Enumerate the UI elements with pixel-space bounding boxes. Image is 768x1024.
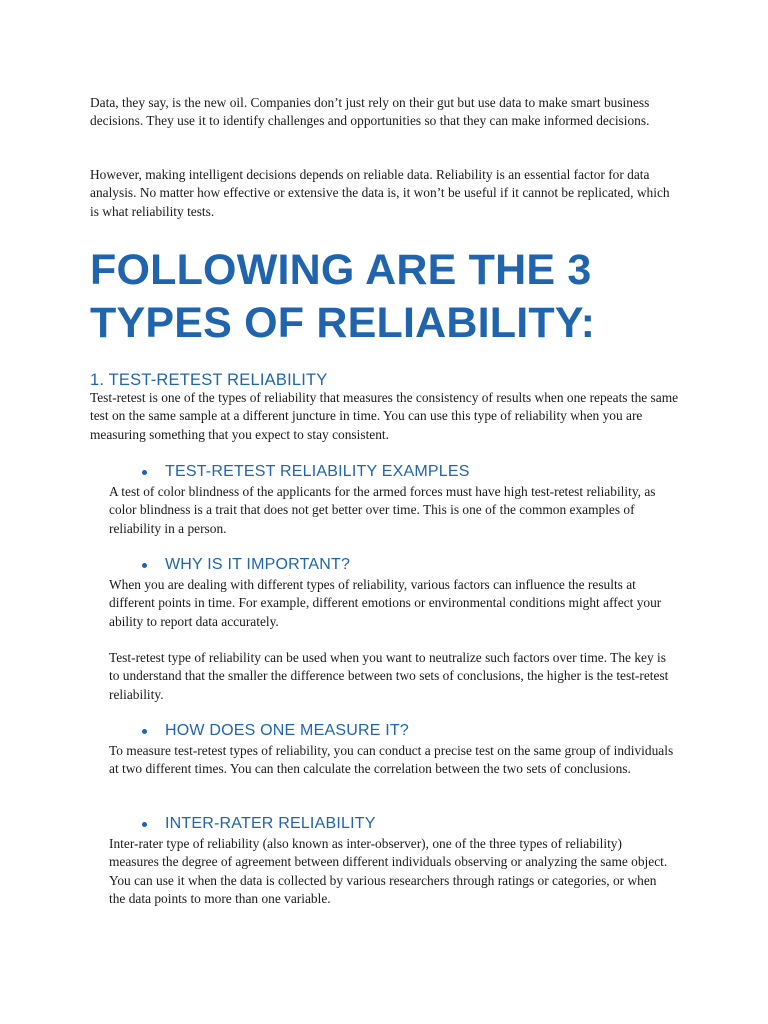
section-paragraph-test-retest: Test-retest is one of the types of reliability that measures the consistency of results when one repeats the same test on the same sample at a different juncture in time. You can use this type of reliability when you are measuring something that you expect to stay consistent. bbox=[90, 390, 679, 442]
subsection-heading: HOW DOES ONE MEASURE IT? bbox=[165, 722, 409, 739]
subsection-heading: TEST-RETEST RELIABILITY EXAMPLES bbox=[165, 463, 470, 480]
subsection-paragraph: A test of color blindness of the applicants for the armed forces must have high test-retest reliability, as color blindness is a trait that does not get better over time. This is one of the common examples of reliability in a person. bbox=[109, 484, 656, 536]
bullet-heading-measure bbox=[143, 721, 409, 741]
bullet-icon bbox=[142, 563, 147, 568]
subsection-paragraph: Inter-rater type of reliability (also known as inter-observer), one of the three types of reliability) measures the degree of agreement between different individuals observing or analyzing the same object. You can use it when the data is collected by various researchers through ratings or categories, or when the data points to more than one variable. bbox=[109, 836, 668, 906]
bullet-icon bbox=[142, 822, 147, 827]
bullet-heading-importance bbox=[143, 555, 350, 575]
intro-paragraph-2: However, making intelligent decisions depends on reliable data. Reliability is an essential factor for data analysis. No matter how effective or extensive the data is, it won’t be useful if it cannot be replicated, which is what reliability tests. bbox=[90, 167, 670, 219]
bullet-heading-examples bbox=[143, 462, 470, 482]
subsection-paragraph: To measure test-retest types of reliability, you can conduct a precise test on the same group of individuals at two different times. You can then calculate the correlation between the two sets of conclusions. bbox=[109, 743, 674, 777]
subsection-heading: INTER-RATER RELIABILITY bbox=[165, 815, 376, 832]
main-heading: FOLLOWING ARE THE 3 TYPES OF RELIABILITY: bbox=[90, 246, 596, 347]
section-heading-test-retest: 1. TEST-RETEST RELIABILITY bbox=[90, 371, 328, 389]
intro-paragraph-1: Data, they say, is the new oil. Companies don’t just rely on their gut but use data to make smart business decisions. They use it to identify challenges and opportunities so that they can make informed decisions. bbox=[90, 95, 650, 129]
subsection-paragraph: Test-retest type of reliability can be used when you want to neutralize such factors over time. The key is to understand that the smaller the difference between two sets of conclusions, the higher is the test-retest reliability. bbox=[109, 650, 669, 702]
subsection-paragraph: When you are dealing with different types of reliability, various factors can influence the results at different points in time. For example, different emotions or environmental conditions might affect your ability to report data accurately. bbox=[109, 577, 662, 629]
bullet-heading-inter-rater bbox=[143, 814, 376, 834]
subsection-heading: WHY IS IT IMPORTANT? bbox=[165, 556, 351, 573]
bullet-icon bbox=[142, 729, 147, 734]
bullet-icon bbox=[142, 470, 147, 475]
